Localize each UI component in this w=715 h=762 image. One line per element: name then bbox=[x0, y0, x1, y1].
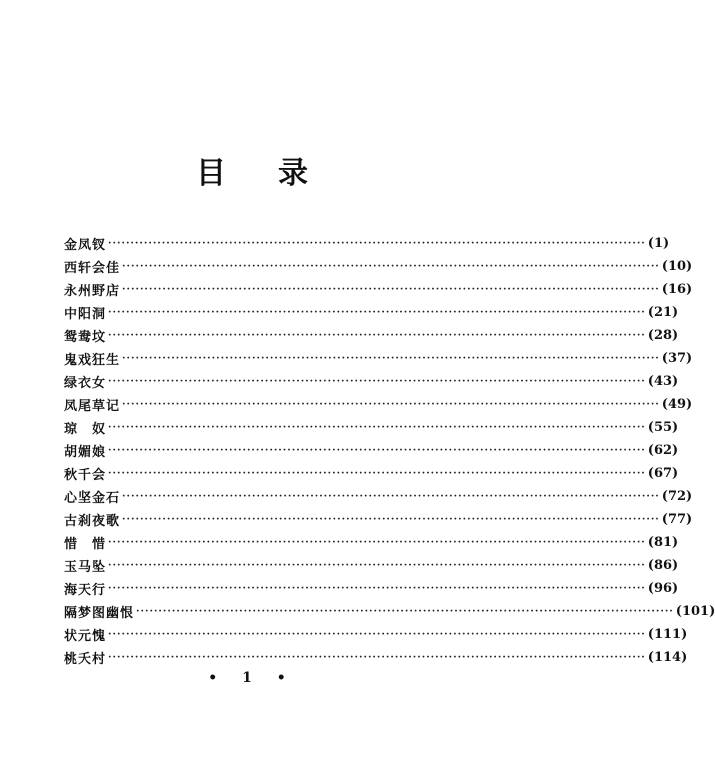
close-paren: ) bbox=[686, 512, 693, 527]
open-paren: ( bbox=[647, 627, 654, 642]
toc-leader-dots: ························································································································ bbox=[108, 537, 646, 548]
toc-page-number: 114 bbox=[653, 650, 682, 665]
toc-entry bbox=[64, 531, 679, 554]
title-char-1: 目 bbox=[196, 156, 226, 191]
open-paren: ( bbox=[647, 466, 654, 481]
open-paren: ( bbox=[661, 351, 668, 366]
toc-entry-title: 状元愧 bbox=[64, 629, 107, 644]
open-paren: ( bbox=[647, 236, 654, 251]
close-paren: ) bbox=[686, 489, 693, 504]
toc-entry bbox=[64, 508, 693, 531]
toc-page-ref bbox=[648, 328, 678, 343]
open-paren: ( bbox=[661, 489, 668, 504]
toc-page-number: 67 bbox=[653, 466, 673, 481]
toc-page-ref bbox=[662, 489, 692, 504]
close-paren: ) bbox=[663, 236, 670, 251]
close-paren: ) bbox=[672, 420, 679, 435]
toc-page-ref bbox=[648, 420, 678, 435]
toc-entry-title: 绿衣女 bbox=[64, 376, 107, 391]
toc-page-ref bbox=[648, 650, 687, 665]
close-paren: ) bbox=[672, 443, 679, 458]
toc-page-ref bbox=[662, 259, 692, 274]
toc-page-ref bbox=[648, 466, 678, 481]
toc-page-ref bbox=[648, 236, 669, 251]
close-paren: ) bbox=[681, 650, 688, 665]
close-paren: ) bbox=[681, 627, 688, 642]
toc-leader-dots: ························································································································ bbox=[108, 468, 646, 479]
toc-leader-dots: ························································································································ bbox=[108, 445, 646, 456]
toc-page-number: 86 bbox=[653, 558, 673, 573]
toc-entry-title: 心坚金石 bbox=[64, 491, 121, 506]
toc-leader-dots: ························································································································ bbox=[108, 376, 646, 387]
toc-entry bbox=[64, 347, 693, 370]
toc-entry-title: 隔梦图幽恨 bbox=[64, 606, 135, 621]
open-paren: ( bbox=[647, 443, 654, 458]
open-paren: ( bbox=[675, 604, 682, 619]
toc-entry-title: 鸳鸯坟 bbox=[64, 330, 107, 345]
toc-leader-dots: ························································································································ bbox=[108, 629, 646, 640]
toc-entry bbox=[64, 232, 670, 255]
open-paren: ( bbox=[661, 397, 668, 412]
page-number: • 1 • bbox=[208, 670, 296, 686]
toc-leader-dots: ························································································································ bbox=[122, 261, 660, 272]
toc-entry-title: 凤尾草记 bbox=[64, 399, 121, 414]
toc-page-ref bbox=[662, 351, 692, 366]
toc-entry-title: 海天行 bbox=[64, 583, 107, 598]
toc-entry bbox=[64, 324, 679, 347]
toc-page-ref bbox=[648, 305, 678, 320]
toc-entry-title: 玉马坠 bbox=[64, 560, 107, 575]
toc-entry-title: 永州野店 bbox=[64, 284, 121, 299]
toc-page-ref bbox=[676, 604, 715, 619]
toc-entry-title: 西轩会佳 bbox=[64, 261, 121, 276]
close-paren: ) bbox=[686, 282, 693, 297]
toc-page-number: 101 bbox=[681, 604, 710, 619]
toc-page-ref bbox=[662, 282, 692, 297]
toc-page-number: 96 bbox=[653, 581, 673, 596]
toc-page-ref bbox=[648, 535, 678, 550]
toc-leader-dots: ························································································································ bbox=[108, 560, 646, 571]
toc-entry bbox=[64, 554, 679, 577]
toc-entry-title: 秋千会 bbox=[64, 468, 107, 483]
toc-leader-dots: ························································································································ bbox=[122, 491, 660, 502]
close-paren: ) bbox=[672, 535, 679, 550]
toc-page-number: 77 bbox=[667, 512, 687, 527]
open-paren: ( bbox=[661, 512, 668, 527]
toc-entry-title: 古刹夜歌 bbox=[64, 514, 121, 529]
toc-entry bbox=[64, 600, 715, 623]
toc-entry bbox=[64, 416, 679, 439]
close-paren: ) bbox=[672, 374, 679, 389]
toc-leader-dots: ························································································································ bbox=[122, 284, 660, 295]
open-paren: ( bbox=[661, 259, 668, 274]
toc-leader-dots: ························································································································ bbox=[108, 583, 646, 594]
toc-leader-dots: ························································································································ bbox=[122, 399, 660, 410]
toc-page-number: 55 bbox=[653, 420, 673, 435]
toc-page-ref bbox=[648, 558, 678, 573]
close-paren: ) bbox=[672, 466, 679, 481]
toc-leader-dots: ························································································································ bbox=[108, 307, 646, 318]
toc-entry bbox=[64, 393, 693, 416]
open-paren: ( bbox=[647, 305, 654, 320]
toc-page-number: 43 bbox=[653, 374, 673, 389]
table-of-contents bbox=[64, 232, 715, 669]
toc-entry bbox=[64, 278, 693, 301]
toc-entry bbox=[64, 301, 679, 324]
toc-entry-title: 琼 奴 bbox=[64, 422, 107, 437]
toc-page-ref bbox=[648, 581, 678, 596]
toc-page-number: 81 bbox=[653, 535, 673, 550]
close-paren: ) bbox=[672, 328, 679, 343]
page-title bbox=[0, 148, 504, 192]
toc-page-number: 10 bbox=[667, 259, 687, 274]
toc-page-number: 49 bbox=[667, 397, 687, 412]
close-paren: ) bbox=[709, 604, 715, 619]
toc-page-ref bbox=[662, 512, 692, 527]
toc-page-ref bbox=[648, 627, 687, 642]
toc-leader-dots: ························································································································ bbox=[122, 514, 660, 525]
toc-leader-dots: ························································································································ bbox=[108, 238, 646, 249]
toc-entry bbox=[64, 462, 679, 485]
toc-page-number: 111 bbox=[653, 627, 682, 642]
toc-entry bbox=[64, 646, 688, 669]
toc-entry bbox=[64, 370, 679, 393]
open-paren: ( bbox=[647, 558, 654, 573]
toc-leader-dots: ························································································································ bbox=[122, 353, 660, 364]
close-paren: ) bbox=[672, 305, 679, 320]
toc-entry-title: 胡媚娘 bbox=[64, 445, 107, 460]
open-paren: ( bbox=[647, 650, 654, 665]
toc-page-ref bbox=[648, 443, 678, 458]
toc-page-number: 21 bbox=[653, 305, 673, 320]
open-paren: ( bbox=[647, 581, 654, 596]
toc-page-number: 37 bbox=[667, 351, 687, 366]
open-paren: ( bbox=[661, 282, 668, 297]
toc-entry bbox=[64, 255, 693, 278]
toc-entry-title: 金凤钗 bbox=[64, 238, 107, 253]
toc-entry-title: 鬼戏狂生 bbox=[64, 353, 121, 368]
toc-entry bbox=[64, 439, 679, 462]
toc-page-number: 72 bbox=[667, 489, 687, 504]
toc-entry-title: 惜 惜 bbox=[64, 537, 107, 552]
toc-entry bbox=[64, 623, 688, 646]
open-paren: ( bbox=[647, 328, 654, 343]
toc-leader-dots: ························································································································ bbox=[108, 330, 646, 341]
close-paren: ) bbox=[672, 581, 679, 596]
toc-entry-title: 中阳洞 bbox=[64, 307, 107, 322]
toc-page-number: 62 bbox=[653, 443, 673, 458]
toc-page-number: 16 bbox=[667, 282, 687, 297]
toc-page-number: 28 bbox=[653, 328, 673, 343]
toc-entry-title: 桃夭村 bbox=[64, 652, 107, 667]
toc-leader-dots: ························································································································ bbox=[136, 606, 674, 617]
open-paren: ( bbox=[647, 420, 654, 435]
toc-entry bbox=[64, 485, 693, 508]
close-paren: ) bbox=[686, 397, 693, 412]
close-paren: ) bbox=[672, 558, 679, 573]
toc-page-ref bbox=[648, 374, 678, 389]
toc-entry bbox=[64, 577, 679, 600]
close-paren: ) bbox=[686, 351, 693, 366]
toc-page-ref bbox=[662, 397, 692, 412]
toc-leader-dots: ························································································································ bbox=[108, 422, 646, 433]
close-paren: ) bbox=[686, 259, 693, 274]
open-paren: ( bbox=[647, 535, 654, 550]
toc-page-number: 1 bbox=[653, 236, 663, 251]
toc-leader-dots: ························································································································ bbox=[108, 652, 646, 663]
open-paren: ( bbox=[647, 374, 654, 389]
title-char-2: 录 bbox=[278, 156, 308, 191]
